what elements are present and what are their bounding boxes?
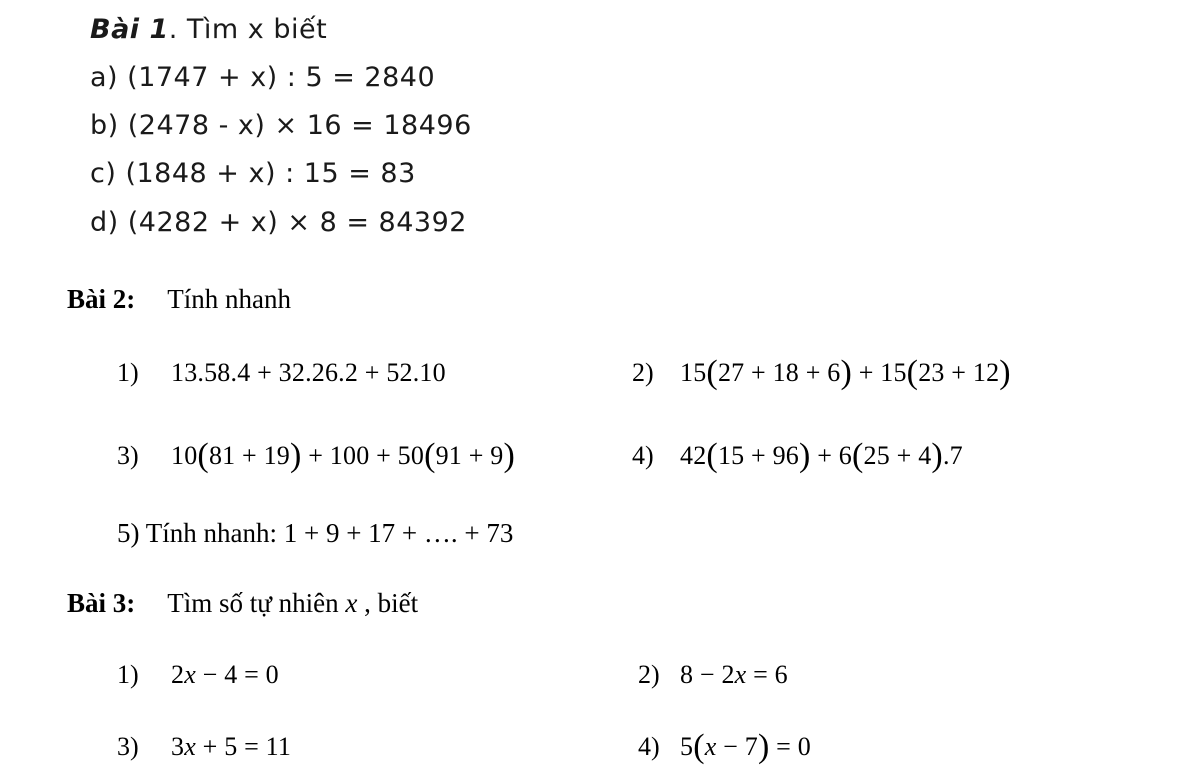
bai2-item4-number: 4) xyxy=(632,441,654,470)
expr-part: 25 + 4 xyxy=(863,441,932,470)
eq-part: = 0 xyxy=(769,732,811,761)
eq-part: − 7 xyxy=(716,732,758,761)
bai2-item1-number: 1) xyxy=(117,358,139,387)
expr-part: 81 + 19 xyxy=(208,441,291,470)
bai1-item-d: d) (4282 + x) × 8 = 84392 xyxy=(90,207,467,238)
eq-part: 8 − 2 xyxy=(680,660,735,689)
expr-part: 15 + 96 xyxy=(717,441,800,470)
expr-part: 42 xyxy=(680,441,707,470)
eq-part: − 4 = 0 xyxy=(195,660,279,689)
bai1-title-label: Bài 1 xyxy=(90,14,169,45)
bai1-item-b: b) (2478 - x) × 16 = 18496 xyxy=(90,110,472,141)
expr-part: .7 xyxy=(942,441,963,470)
bai3-item4-number: 4) xyxy=(638,732,660,761)
eq-var: x xyxy=(184,732,196,761)
bai2-item3-expression: 10(81 + 19) + 100 + 50(91 + 9) xyxy=(171,437,516,474)
bai2-heading xyxy=(67,284,291,315)
eq-part: 3 xyxy=(171,732,185,761)
expr-part: 91 + 9 xyxy=(435,441,504,470)
bai1-title xyxy=(90,14,327,45)
bai2-item2-number: 2) xyxy=(632,358,654,387)
bai2-item3-number: 3) xyxy=(117,441,139,470)
bai1-item-a: a) (1747 + x) : 5 = 2840 xyxy=(90,62,436,93)
eq-part: + 5 = 11 xyxy=(195,732,292,761)
expr-part: + 15 xyxy=(852,358,907,387)
bai1-title-text: . Tìm x biết xyxy=(168,14,328,45)
bai3-subtitle-var: x xyxy=(345,588,358,618)
eq-part: = 6 xyxy=(746,660,788,689)
expr-part: + 6 xyxy=(810,441,853,470)
bai3-subtitle-pre: Tìm số tự nhiên xyxy=(167,588,339,618)
expr-part: + 100 + 50 xyxy=(301,441,425,470)
bai2-item4-expression: 42(15 + 96) + 6(25 + 4).7 xyxy=(680,437,963,474)
bai1-item-c: c) (1848 + x) : 15 = 83 xyxy=(90,158,416,189)
bai3-title: Bài 3: xyxy=(67,588,136,618)
bai3-item3-equation xyxy=(171,732,291,762)
eq-part: 5 xyxy=(680,732,694,761)
eq-var: x xyxy=(704,732,717,761)
bai3-item1-number: 1) xyxy=(117,660,139,689)
bai3-item2-equation xyxy=(680,660,788,690)
bai3-heading xyxy=(67,588,418,619)
expr-part: 15 xyxy=(680,358,707,387)
eq-var: x xyxy=(184,660,196,689)
expr-part: 27 + 18 + 6 xyxy=(717,358,841,387)
bai3-subtitle-post: , biết xyxy=(364,588,419,618)
eq-var: x xyxy=(734,660,747,689)
eq-part: 2 xyxy=(171,660,185,689)
expr-part: 23 + 12 xyxy=(918,358,1000,387)
bai2-item1-expression: 13.58.4 + 32.26.2 + 52.10 xyxy=(171,358,446,387)
bai2-item5: 5) Tính nhanh: 1 + 9 + 17 + …. + 73 xyxy=(117,518,514,548)
bai3-item2-number: 2) xyxy=(638,660,660,689)
expr-part: 10 xyxy=(171,441,198,470)
bai3-item4-equation: 5(x − 7) = 0 xyxy=(680,728,811,765)
bai3-item3-number: 3) xyxy=(117,732,139,761)
bai3-item1-equation xyxy=(171,660,279,690)
bai2-item2-expression: 15(27 + 18 + 6) + 15(23 + 12) xyxy=(680,354,1011,391)
bai2-subtitle: Tính nhanh xyxy=(167,284,291,314)
bai2-title: Bài 2: xyxy=(67,284,136,314)
